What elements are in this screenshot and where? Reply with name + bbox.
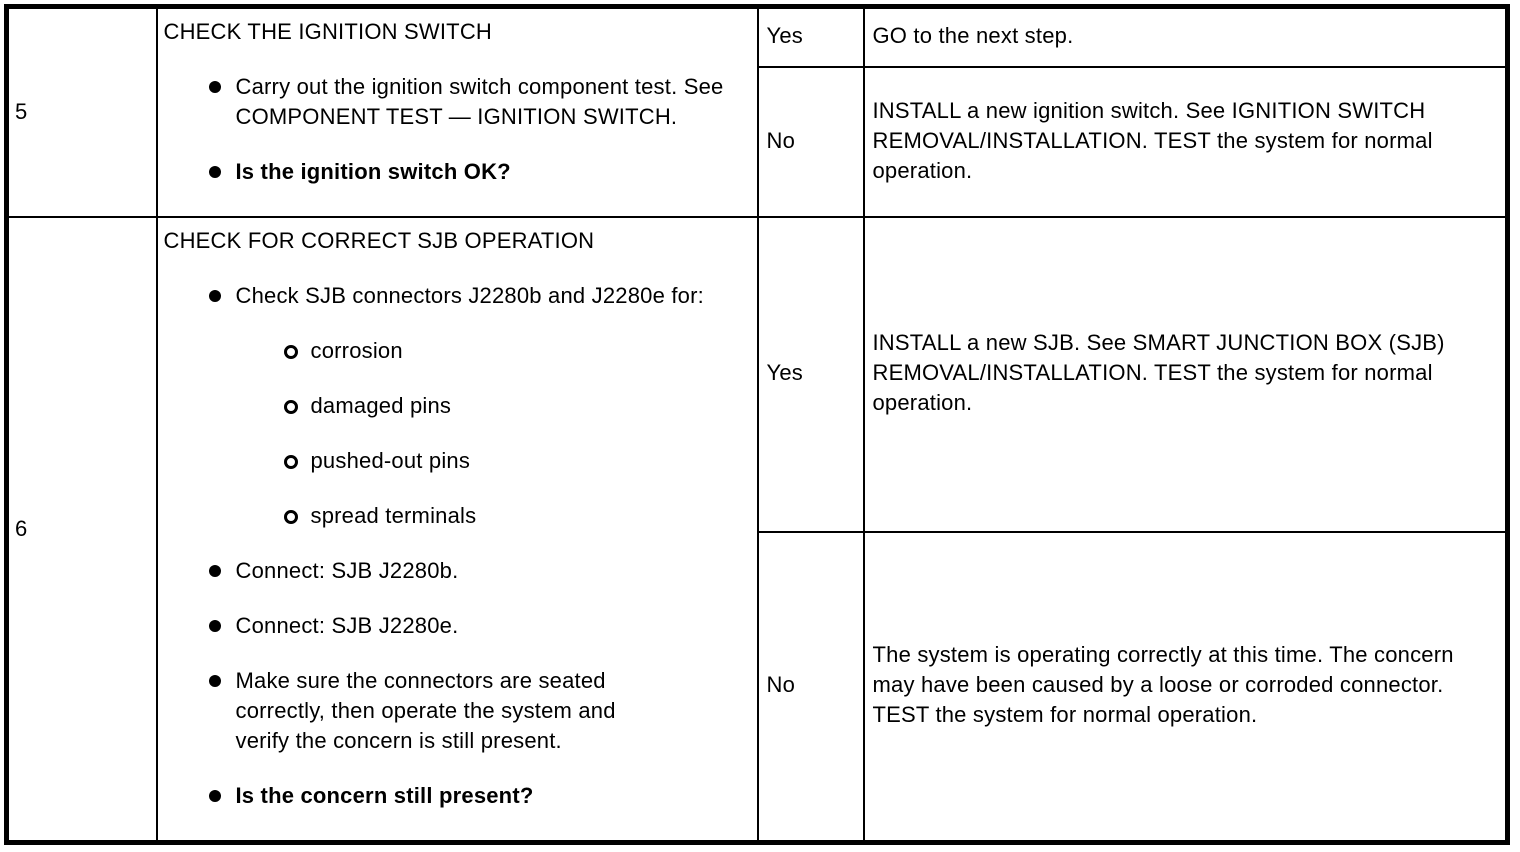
question-bullet: [164, 157, 749, 187]
bullet-list: [164, 72, 749, 187]
step-number: [7, 7, 157, 217]
bullet-item: [164, 281, 749, 311]
step-title: CHECK THE IGNITION SWITCH: [163, 19, 492, 44]
question-bullet: [164, 781, 749, 811]
step-description: [157, 7, 758, 217]
action-cell: [864, 217, 1508, 532]
sub-bullet-item: [164, 446, 749, 476]
sub-bullet-item: [164, 501, 749, 531]
result-label: Yes: [766, 360, 803, 385]
bullet-circle-icon: [284, 510, 298, 524]
bullet-item: [164, 666, 749, 756]
result-cell-yes: [758, 7, 864, 67]
action-text: GO to the next step.: [872, 23, 1074, 49]
sub-bullet-text: pushed-out pins: [310, 447, 471, 473]
sub-bullet-text: damaged pins: [310, 392, 452, 418]
bullet-circle-icon: [284, 345, 298, 359]
action-cell: [864, 7, 1508, 67]
diagnostic-table: [4, 4, 1510, 845]
bullet-item: [164, 72, 749, 132]
bullet-circle-icon: [284, 455, 298, 469]
bullet-circle-icon: [284, 400, 298, 414]
bullet-text: Check SJB connectors J2280b and J2280e for:: [235, 282, 704, 308]
bullet-text: Connect: SJB J2280e.: [235, 612, 459, 638]
action-text: INSTALL a new ignition switch. See IGNITION SWITCH REMOVAL/INSTALLATION. TEST the system for normal operation.: [872, 97, 1433, 183]
step-number-text: 6: [15, 515, 28, 541]
table-row: [7, 7, 1508, 67]
step-description: [157, 217, 758, 843]
table-row: [7, 217, 1508, 532]
step-title: CHECK FOR CORRECT SJB OPERATION: [163, 227, 595, 253]
question-text: Is the ignition switch OK?: [235, 159, 511, 184]
result-label: No: [766, 127, 796, 153]
action-cell: [864, 67, 1508, 217]
step-number: [7, 217, 157, 843]
question-text: Is the concern still present?: [235, 782, 534, 808]
result-label: Yes: [766, 23, 803, 49]
result-cell-no: [758, 67, 864, 217]
bullet-list: [164, 281, 749, 811]
bullet-dot-icon: [209, 675, 221, 687]
sub-bullet-text: spread terminals: [310, 502, 477, 528]
bullet-text: Make sure the connectors are seated correctly, then operate the system and verify the concern is still present.: [235, 667, 616, 753]
bullet-text: Connect: SJB J2280b.: [235, 557, 459, 583]
sub-bullet-item: [164, 391, 749, 421]
bullet-item: [164, 611, 749, 641]
result-cell-yes: [758, 217, 864, 532]
bullet-dot-icon: [209, 790, 221, 802]
bullet-dot-icon: [209, 290, 221, 302]
action-cell: [864, 532, 1508, 843]
result-label: No: [766, 672, 796, 698]
bullet-text: Carry out the ignition switch component test. See COMPONENT TEST — IGNITION SWITCH.: [235, 74, 724, 129]
sub-bullet-text: corrosion: [310, 337, 403, 363]
bullet-dot-icon: [209, 81, 221, 93]
bullet-item: [164, 556, 749, 586]
action-text: The system is operating correctly at this time. The concern may have been caused by a loose or corroded connector. TEST the system for normal operation.: [872, 642, 1454, 728]
bullet-dot-icon: [209, 565, 221, 577]
bullet-dot-icon: [209, 166, 221, 178]
bullet-dot-icon: [209, 620, 221, 632]
action-text: INSTALL a new SJB. See SMART JUNCTION BOX (SJB) REMOVAL/INSTALLATION. TEST the system for normal operation.: [872, 330, 1445, 415]
sub-bullet-item: [164, 336, 749, 366]
result-cell-no: [758, 532, 864, 843]
step-number-text: 5: [15, 99, 28, 125]
